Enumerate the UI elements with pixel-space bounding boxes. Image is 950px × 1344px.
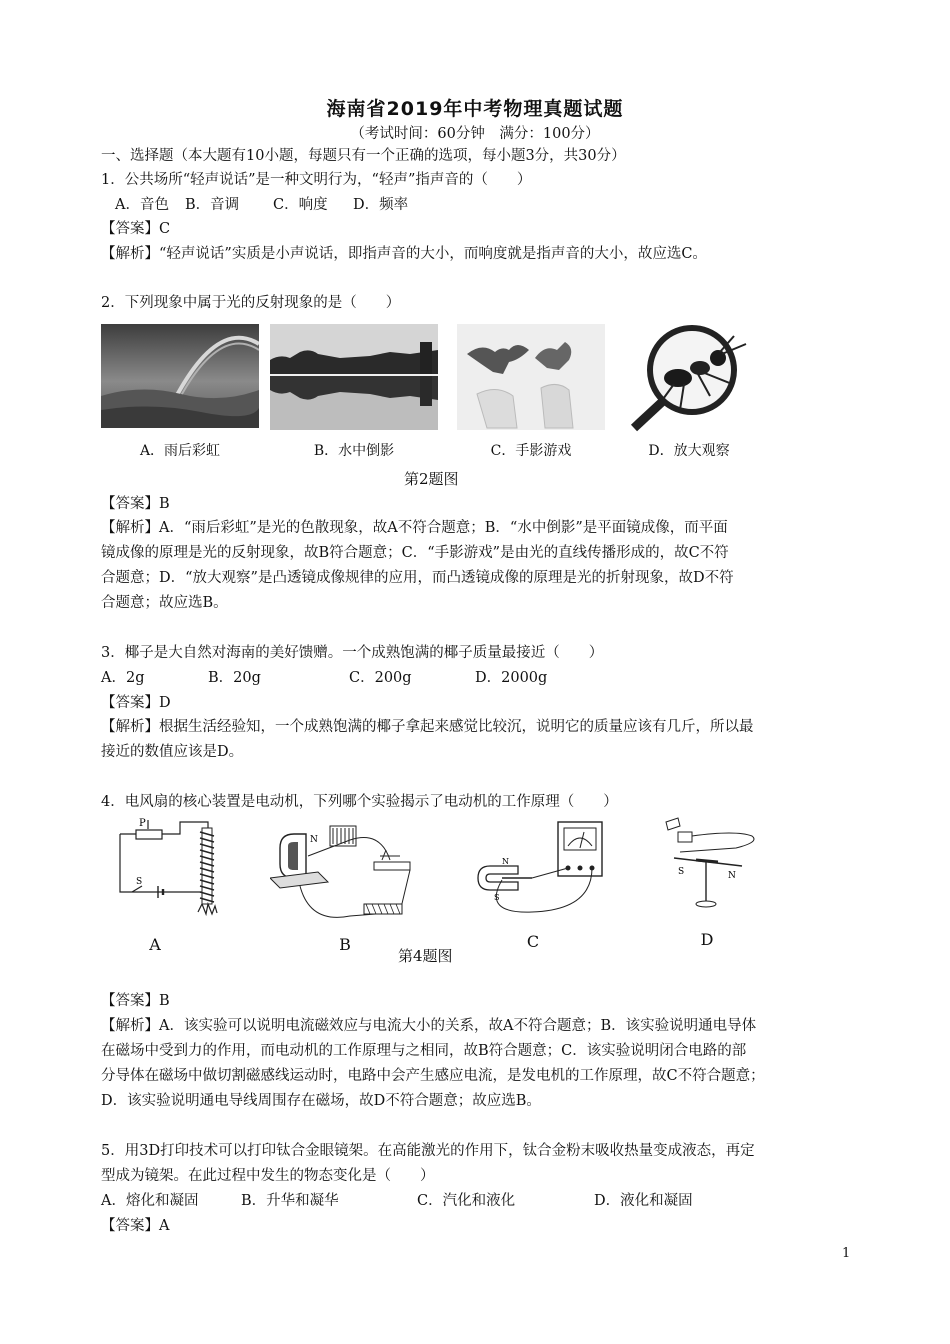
caption-b: B．水中倒影 [313, 443, 395, 459]
caption-b: B [339, 935, 351, 954]
q2-analysis-line: 【解析】A．“雨后彩虹”是光的色散现象，故A不符合题意；B．“水中倒影”是平面镜成像，而平面 [101, 520, 728, 536]
generator-experiment-diagram [472, 818, 622, 918]
q2-figure-title: 第2题图 [404, 470, 459, 488]
option-d: D．液化和凝固 [594, 1193, 693, 1209]
page-number: 1 [842, 1246, 851, 1261]
option-c: C．汽化和液化 [417, 1193, 516, 1209]
q5-answer: 【答案】A [101, 1218, 170, 1234]
q2-stem: 2．下列现象中属于光的反射现象的是（ ） [101, 295, 401, 311]
q3-options [101, 668, 861, 688]
exam-info: （考试时间：60分钟 满分：100分） [350, 126, 600, 142]
label-c-n: N [502, 857, 509, 866]
q3-analysis-line: 接近的数值应该是D。 [101, 744, 244, 760]
q4-figure-title: 第4题图 [398, 947, 453, 965]
caption-c: C [526, 932, 540, 951]
q4-stem: 4．电风扇的核心装置是电动机，下列哪个实验揭示了电动机的工作原理（ ） [101, 794, 618, 810]
q2-analysis-line: 合题意；故应选B。 [101, 595, 228, 611]
label-n: N [310, 835, 318, 845]
magnifier-photo [614, 322, 764, 432]
q1-answer: 【答案】C [101, 221, 171, 237]
reflection-photo [270, 324, 438, 430]
option-b: B．升华和凝华 [241, 1193, 339, 1209]
option-d: D．频率 [353, 197, 409, 213]
caption-a: A．雨后彩虹 [139, 443, 221, 459]
caption-d: D [700, 930, 714, 949]
caption-d: D．放大观察 [648, 443, 730, 459]
option-c: C．响度 [273, 197, 328, 213]
label-c-s: S [494, 893, 500, 902]
label-s: S [136, 877, 143, 887]
option-a: A．2g [101, 670, 145, 686]
option-b: B．20g [208, 670, 261, 686]
oersted-experiment-diagram [656, 812, 766, 912]
label-ds: S [678, 867, 685, 877]
q5-stem-line: 型成为镜架。在此过程中发生的物态变化是（ ） [101, 1168, 435, 1184]
q2-analysis-line: 镜成像的原理是光的反射现象，故B符合题意；C．“手影游戏”是由光的直线传播形成的，故C不符 [101, 545, 729, 561]
option-d: D．2000g [475, 670, 548, 686]
q4-analysis-line: 在磁场中受到力的作用，而电动机的工作原理与之相同，故B符合题意；C．该实验说明闭合电路的部 [101, 1043, 747, 1059]
q3-analysis-line: 【解析】根据生活经验知，一个成熟饱满的椰子拿起来感觉比较沉，说明它的质量应该有几斤，所以最 [101, 719, 754, 735]
option-c: C．200g [349, 670, 412, 686]
q1-stem: 1．公共场所“轻声说话”是一种文明行为，“轻声”指声音的（ ） [101, 172, 532, 188]
caption-c: C．手影游戏 [490, 443, 572, 459]
q2-analysis-line: 合题意；D．“放大观察”是凸透镜成像规律的应用，而凸透镜成像的原理是光的折射现象，故D不符 [101, 570, 734, 586]
q4-analysis-line: 【解析】A．该实验可以说明电流磁效应与电流大小的关系，故A不符合题意；B．该实验说明通电导体 [101, 1018, 757, 1034]
q1-options [115, 195, 875, 215]
hand-shadow-photo [457, 324, 605, 430]
q2-answer: 【答案】B [101, 496, 170, 512]
q4-answer: 【答案】B [101, 993, 170, 1009]
q5-options [101, 1191, 861, 1211]
motor-experiment-diagram [270, 820, 420, 930]
rainbow-photo [101, 324, 259, 428]
electromagnet-diagram [108, 816, 218, 926]
q3-stem: 3．椰子是大自然对海南的美好馈赠。一个成熟饱满的椰子质量最接近（ ） [101, 645, 604, 661]
label-p: P [139, 818, 146, 829]
section-heading: 一、选择题（本大题有10小题，每题只有一个正确的选项，每小题3分，共30分） [101, 148, 626, 164]
caption-a: A [149, 935, 161, 954]
q1-analysis: 【解析】“轻声说话”实质是小声说话，即指声音的大小，而响度就是指声音的大小，故应选C。 [101, 246, 707, 262]
option-a: A．音色 [115, 197, 169, 213]
q4-analysis-line: 分导体在磁场中做切割磁感线运动时，电路中会产生感应电流，是发电机的工作原理，故C不符合题意； [101, 1068, 765, 1084]
q4-analysis-line: D．该实验说明通电导线周围存在磁场，故D不符合题意；故应选B。 [101, 1093, 541, 1109]
option-a: A．熔化和凝固 [101, 1193, 199, 1209]
page-title: 海南省2019年中考物理真题试题 [326, 98, 624, 120]
label-dn: N [728, 871, 736, 881]
option-b: B．音调 [185, 197, 240, 213]
q3-answer: 【答案】D [101, 695, 171, 711]
q5-stem-line: 5．用3D打印技术可以打印钛合金眼镜架。在高能激光的作用下，钛合金粉末吸收热量变成液态，再定 [101, 1143, 755, 1159]
